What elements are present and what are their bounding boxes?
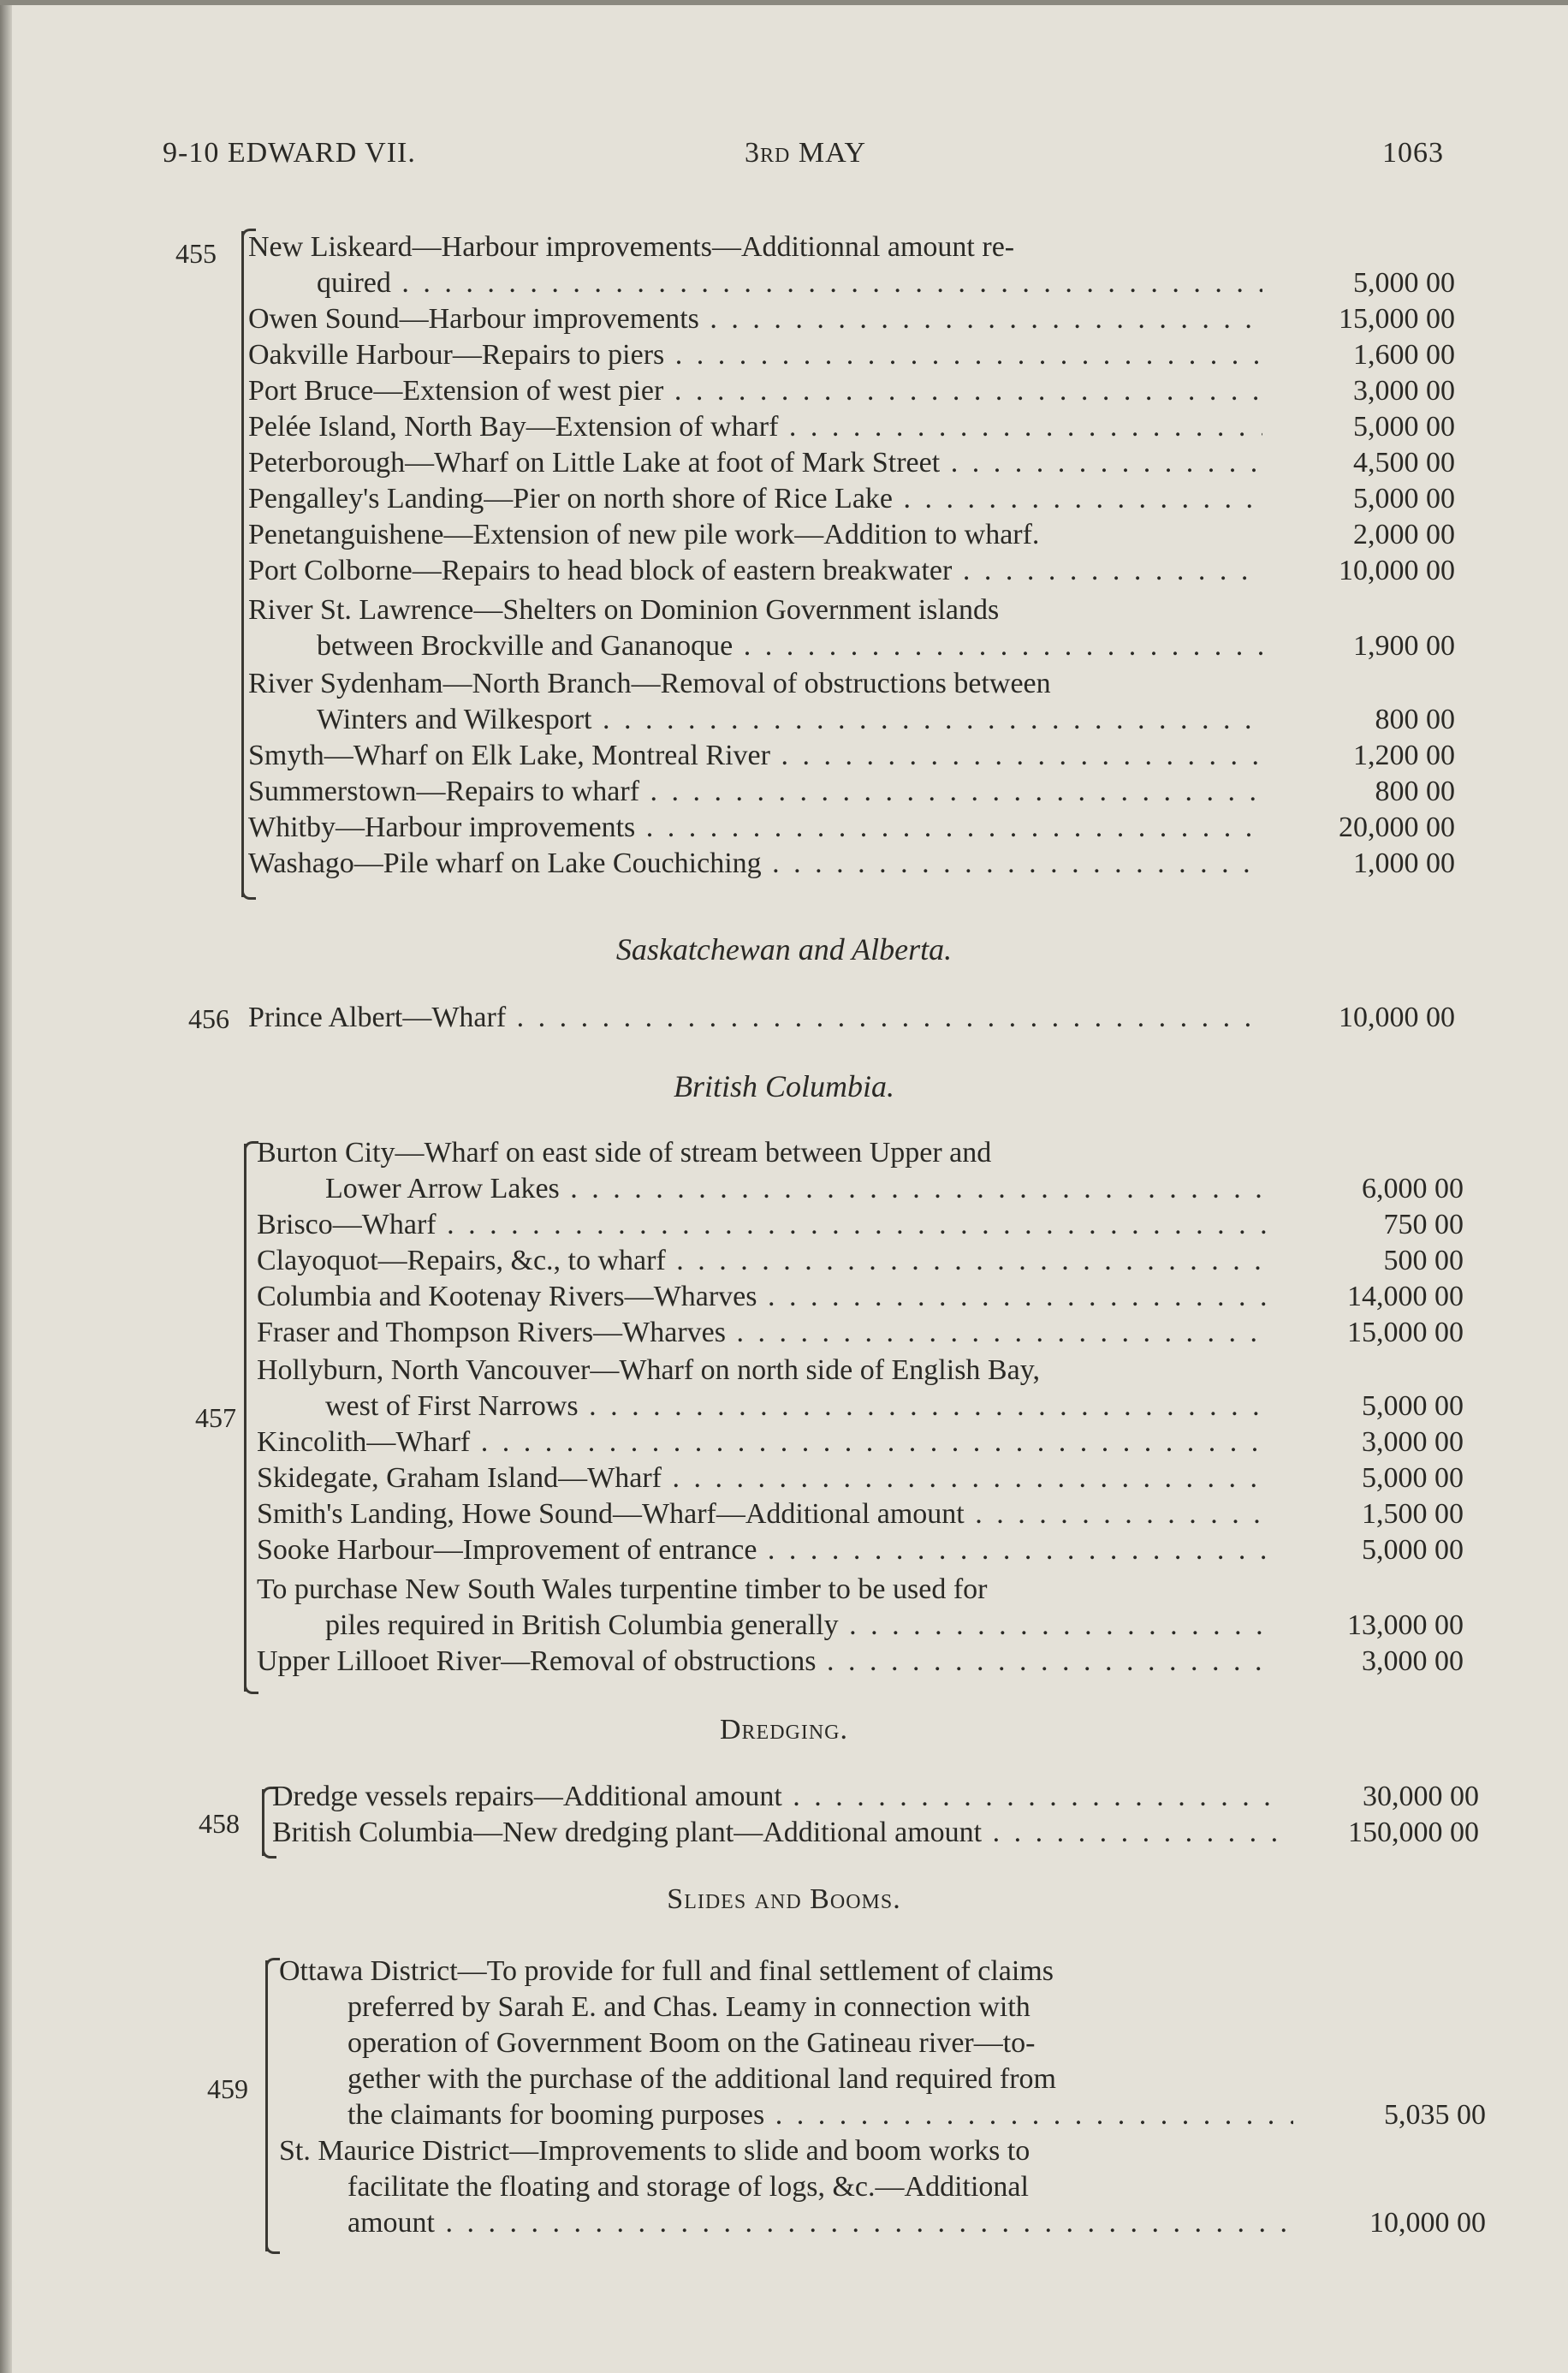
brace-458	[262, 1789, 264, 1856]
amount: 5,000 00	[1362, 1462, 1464, 1494]
amount: 10,000 00	[1369, 2207, 1486, 2239]
header-page-number: 1063	[1382, 137, 1444, 169]
vote-number-456: 456	[188, 1003, 229, 1034]
amount: 5,000 00	[1362, 1534, 1464, 1566]
header-date: 3rd MAY	[745, 137, 867, 169]
brace-459	[265, 1960, 268, 2251]
vote-number-458: 458	[199, 1808, 240, 1839]
page-binding-edge	[0, 0, 12, 2373]
amount: 3,000 00	[1362, 1645, 1464, 1677]
amount: 20,000 00	[1339, 812, 1455, 843]
amount: 10,000 00	[1339, 555, 1455, 586]
section-dredging: Dredging.	[719, 1714, 849, 1746]
vote-number-457: 457	[195, 1402, 236, 1433]
amount: 2,000 00	[1353, 519, 1455, 550]
brace-455	[241, 231, 244, 897]
amount: 5,035 00	[1384, 2099, 1486, 2131]
amount: 750 00	[1383, 1209, 1464, 1240]
section-british-columbia: British Columbia.	[673, 1069, 895, 1103]
amount: 1,200 00	[1353, 740, 1455, 771]
amount: 15,000 00	[1347, 1317, 1464, 1348]
amount: 800 00	[1375, 776, 1455, 807]
amount: 13,000 00	[1347, 1609, 1464, 1641]
amount: 800 00	[1375, 704, 1455, 735]
amount: 4,500 00	[1353, 447, 1455, 479]
page-top-edge	[0, 0, 1568, 5]
amount: 14,000 00	[1347, 1281, 1464, 1312]
amount: 6,000 00	[1362, 1173, 1464, 1204]
amount: 5,000 00	[1353, 411, 1455, 443]
amount: 10,000 00	[1339, 1002, 1455, 1033]
vote-number-455: 455	[175, 238, 217, 269]
amount: 1,600 00	[1353, 339, 1455, 371]
amount: 5,000 00	[1362, 1390, 1464, 1422]
amount: 1,500 00	[1362, 1498, 1464, 1530]
vote-number-459: 459	[207, 2073, 248, 2104]
section-slides-booms: Slides and Booms.	[667, 1883, 901, 1915]
amount: 500 00	[1383, 1245, 1464, 1276]
amount: 30,000 00	[1363, 1781, 1479, 1812]
header-session: 9-10 EDWARD VII.	[163, 137, 416, 169]
amount: 5,000 00	[1353, 267, 1455, 299]
amount: 1,900 00	[1353, 630, 1455, 662]
amount: 3,000 00	[1362, 1426, 1464, 1458]
section-saskatchewan-alberta: Saskatchewan and Alberta.	[615, 932, 953, 966]
amount: 15,000 00	[1339, 303, 1455, 335]
amount: 1,000 00	[1353, 848, 1455, 879]
brace-457	[244, 1144, 246, 1692]
amount: 3,000 00	[1353, 375, 1455, 407]
amount: 150,000 00	[1348, 1817, 1479, 1848]
amount: 5,000 00	[1353, 483, 1455, 514]
